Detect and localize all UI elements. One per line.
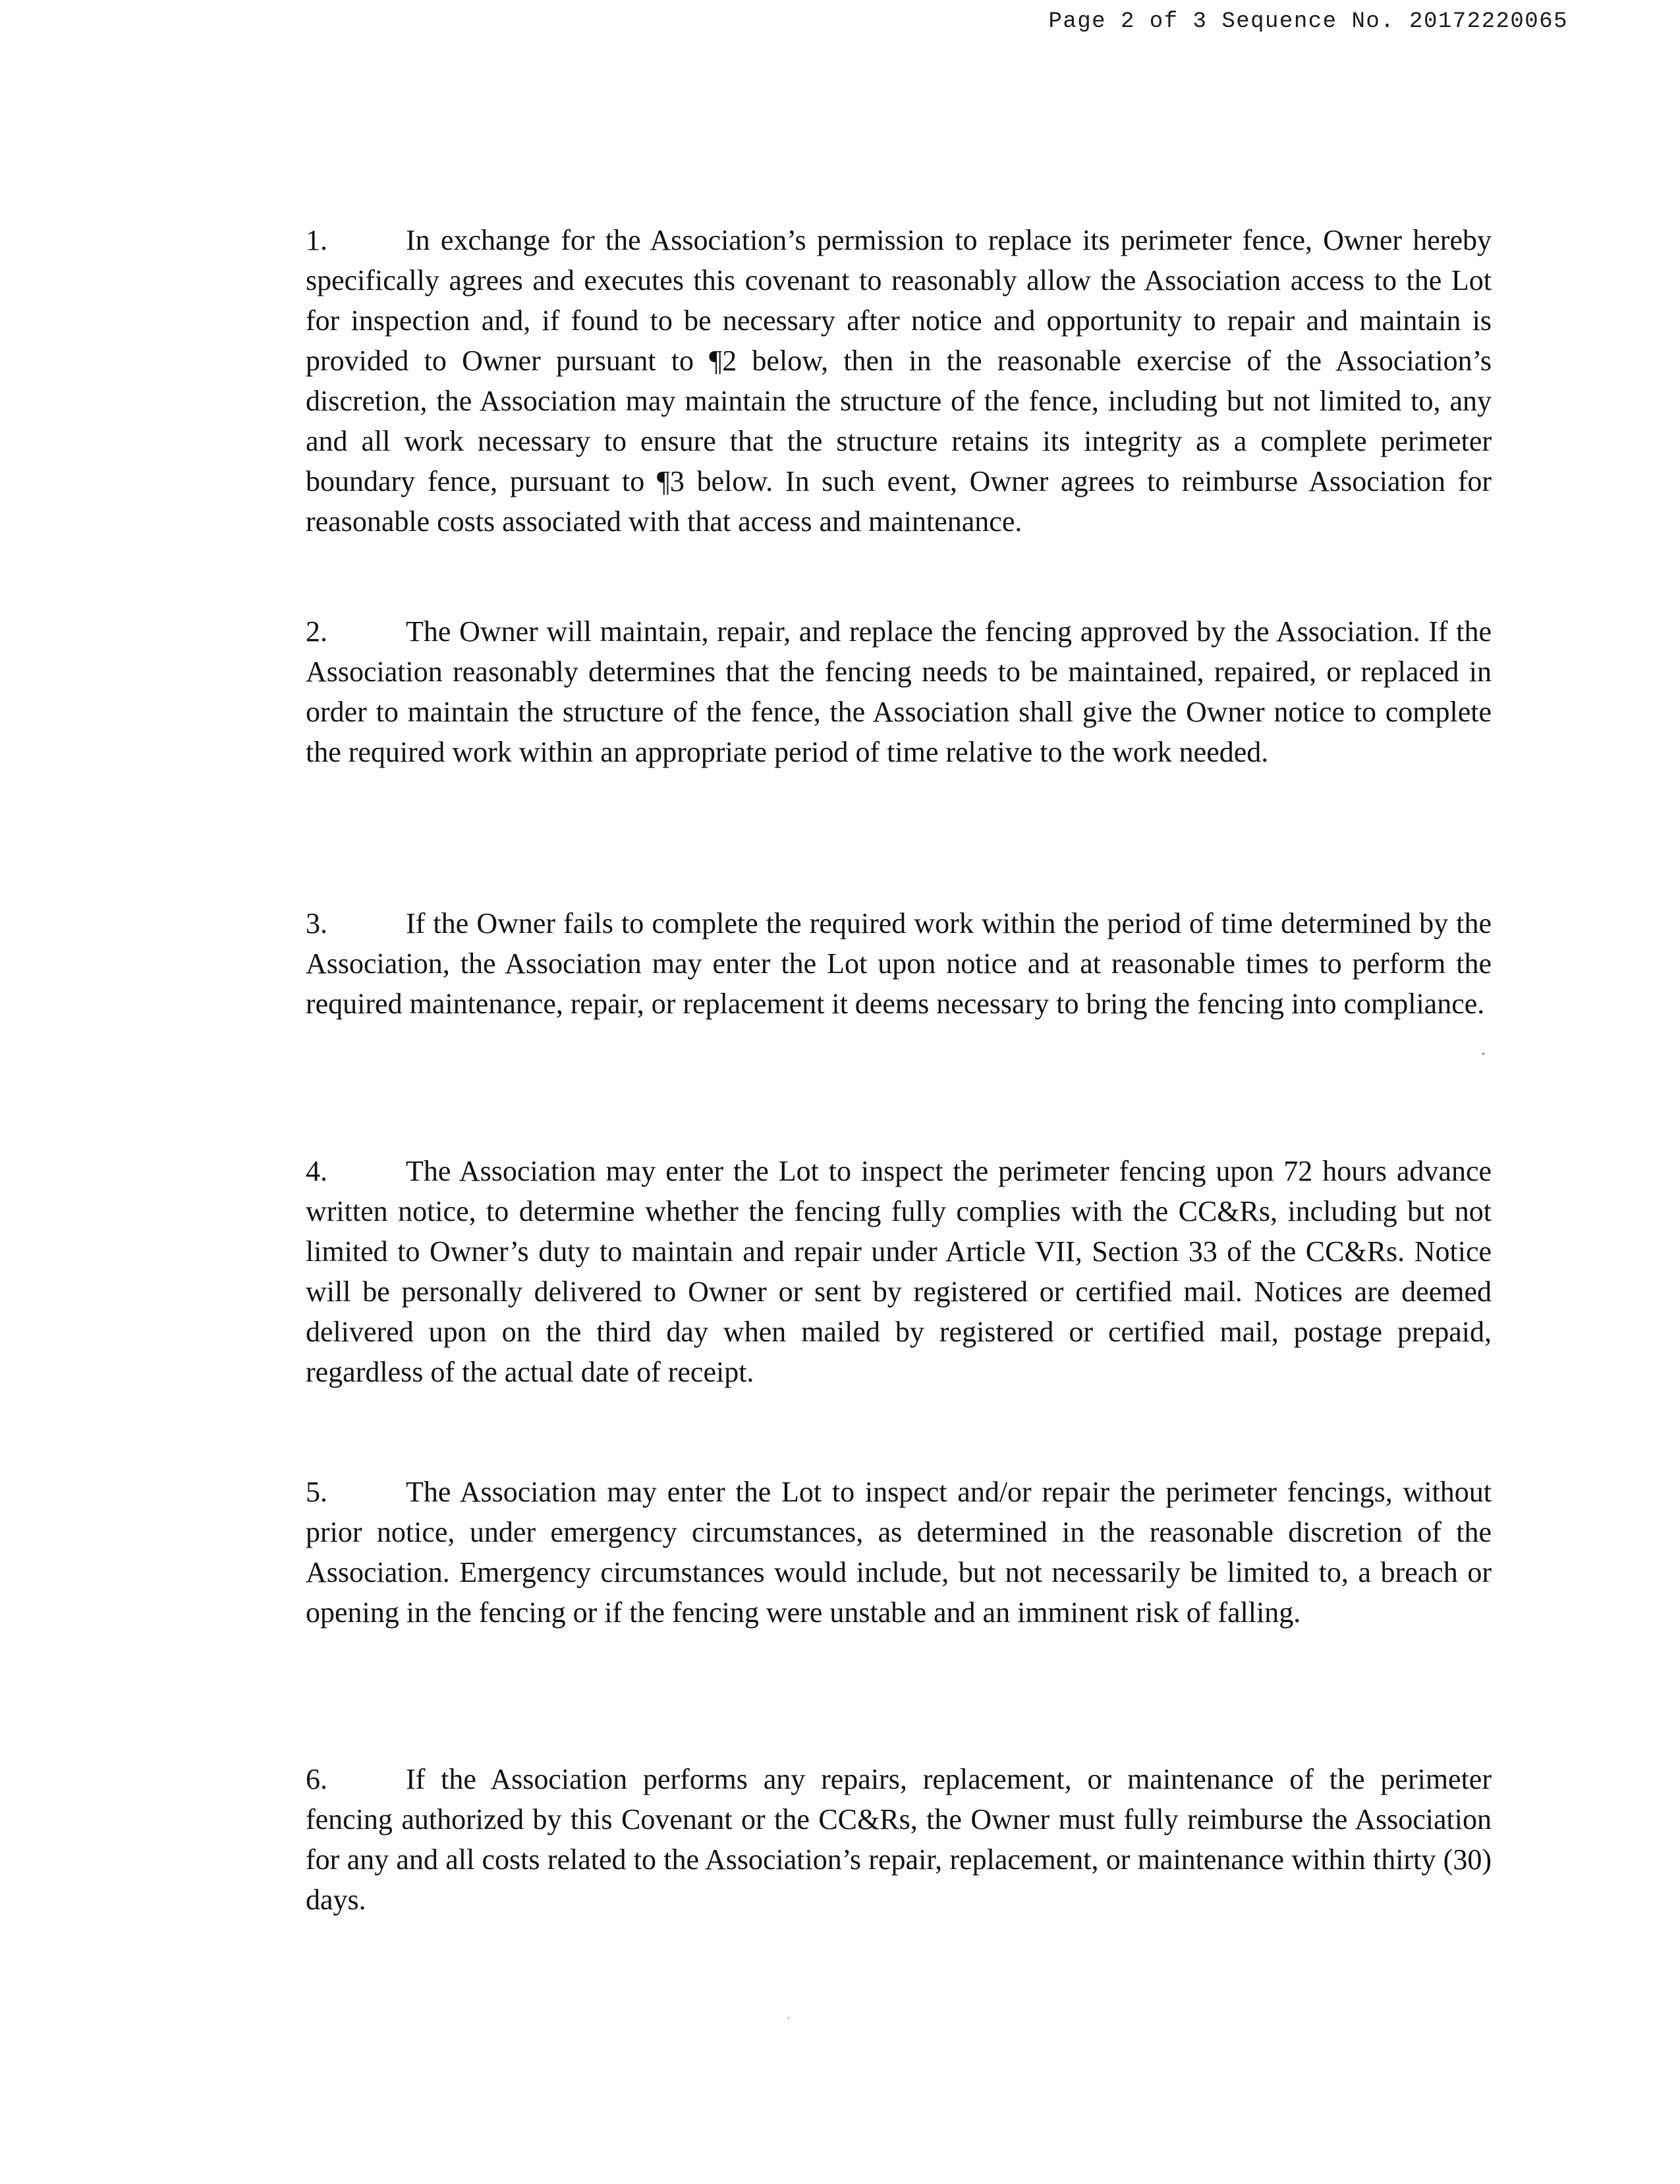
paragraph-text: If the Owner fails to complete the required work within the period of time determined by the Association, the Association may enter the Lot upon notice and at reasonable times to perform the required maintenance, repair, or replacement it deems necessary to bring the fencing into compliance.	[306, 907, 1492, 1020]
scan-speck	[788, 2017, 789, 2019]
paragraph-1	[306, 220, 1492, 542]
scan-speck	[1482, 1053, 1484, 1055]
paragraph-text: The Association may enter the Lot to inspect and/or repair the perimeter fencings, without prior notice, under emergency circumstances, as determined in the reasonable discretion of the Association. Emergency circumstances would include, but not necessarily be limited to, a breach or opening in the fencing or if the fencing were unstable and an imminent risk of falling.	[306, 1476, 1492, 1629]
paragraph-text: The Owner will maintain, repair, and replace the fencing approved by the Association. If the Association reasonably determines that the fencing needs to be maintained, repaired, or replaced in order to maintain the structure of the fence, the Association shall give the Owner notice to complete the required work within an appropriate period of time relative to the work needed.	[306, 615, 1492, 768]
paragraph-text: In exchange for the Association’s permission to replace its perimeter fence, Owner hereby specifically agrees and executes this covenant to reasonably allow the Association access to the Lot for inspection and, if found to be necessary after notice and opportunity to repair and maintain is provided to Owner pursuant to ¶2 below, then in the reasonable exercise of the Association’s discretion, the Association may maintain the structure of the fence, including but not limited to, any and all work necessary to ensure that the structure retains its integrity as a complete perimeter boundary fence, pursuant to ¶3 below. In such event, Owner agrees to reimburse Association for reasonable costs associated with that access and maintenance.	[306, 224, 1492, 538]
paragraph-number: 5.	[306, 1476, 327, 1508]
paragraph-number: 3.	[306, 907, 327, 939]
paragraph-number: 1.	[306, 224, 327, 256]
page-header	[1048, 9, 1568, 34]
paragraph-6	[306, 1759, 1492, 1920]
paragraph-5	[306, 1472, 1492, 1633]
paragraph-text: If the Association performs any repairs, replacement, or maintenance of the perimeter fencing authorized by this Covenant or the CC&Rs, the Owner must fully reimburse the Association for any and all costs related to the Association’s repair, replacement, or maintenance within thirty (30) days.	[306, 1763, 1492, 1916]
paragraph-text: The Association may enter the Lot to inspect the perimeter fencing upon 72 hours advance written notice, to determine whether the fencing fully complies with the CC&Rs, including but not limited to Owner’s duty to maintain and repair under Article VII, Section 33 of the CC&Rs. Notice will be personally delivered to Owner or sent by registered or certified mail. Notices are deemed delivered upon on the third day when mailed by registered or certified mail, postage prepaid, regardless of the actual date of receipt.	[306, 1155, 1492, 1388]
page-number-label: Page 2 of 3	[1048, 9, 1208, 34]
paragraph-3	[306, 903, 1492, 1024]
paragraph-number: 6.	[306, 1763, 327, 1795]
paragraph-4	[306, 1151, 1492, 1392]
paragraph-number: 4.	[306, 1155, 327, 1187]
paragraph-number: 2.	[306, 615, 327, 648]
sequence-number-label: Sequence No. 20172220065	[1221, 9, 1568, 34]
paragraph-2	[306, 611, 1492, 772]
